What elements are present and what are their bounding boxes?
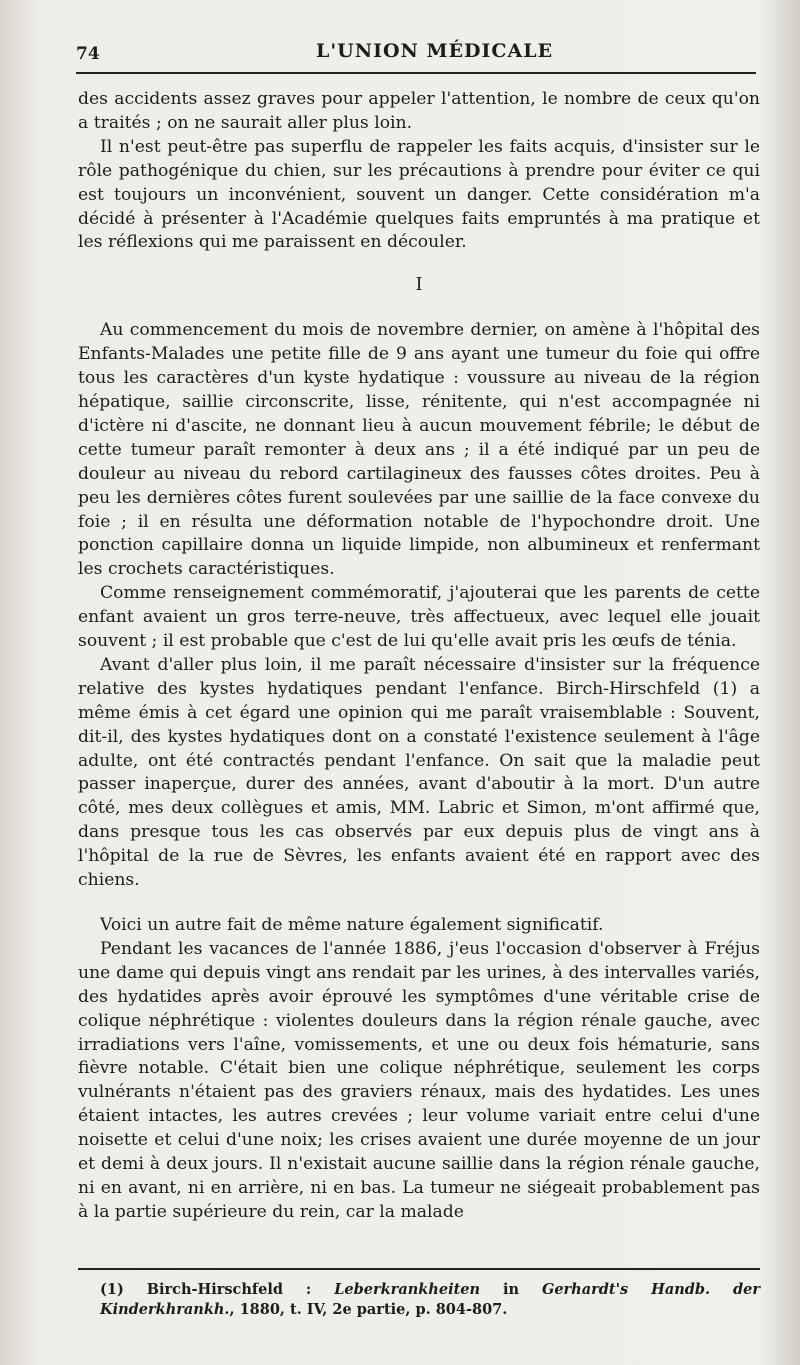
paragraph: Comme renseignement commémoratif, j'ajouterai que les parents de cette enfant avaient un gros terre-neuve, très affectueux, avec lequel elle jouait souvent ; il est probable que c'est de lui qu'elle avait pris les œufs de ténia. (78, 583, 760, 652)
page-number: 74 (76, 44, 100, 64)
footnote-rule (78, 1268, 760, 1270)
footnote-label: (1) Birch-Hirschfeld : (100, 1281, 335, 1298)
footnote-details: , 1880, t. IV, 2e partie, p. 804-807. (229, 1301, 508, 1318)
paragraph: Il n'est peut-être pas superflu de rappeler les faits acquis, d'insister sur le rôle pathogénique du chien, sur les précautions à prendre pour éviter ce qui est toujours un inconvénient, souvent un danger. Cette considération m'a décidé à présenter à l'Académie quelques faits empruntés à ma pratique et les réflexions qui me paraissent en découler. (78, 136, 760, 253)
paragraph: Pendant les vacances de l'année 1886, j'eus l'occasion d'observer à Fréjus une dame qui depuis vingt ans rendait par les urines, à des intervalles variés, des hydatides après avoir éprouvé les symptômes d'une véritable crise de colique néphrétique : violentes douleurs dans la région rénale gauche, avec irradiations vers l'aîne, vomissements, et une ou deux fois hématurie, sans fièvre notable. C'était bien une colique néphrétique, seulement les corps vulnérants n'étaient pas des graviers rénaux, mais des hydatides. Les unes étaient intactes, les autres crevées ; leur volume variait entre celui d'une noisette et celui d'une noix; les crises avaient une durée moyenne de un jour et demi à deux jours. Il n'existait aucune saillie dans la région rénale gauche, ni en avant, ni en arrière, ni en bas. La tumeur ne siégeait probablement pas à la partie supérieure du rein, car la malade (78, 938, 760, 1222)
header-rule (76, 72, 756, 74)
footnote-work: Leberkrankheiten (334, 1281, 481, 1298)
paragraph: Voici un autre fait de même nature également significatif. (100, 915, 604, 935)
paragraph: Avant d'aller plus loin, il me paraît nécessaire d'insister sur la fréquence relative des kystes hydatiques pendant l'enfance. Birch-Hirschfeld (1) a même émis à cet égard une opinion qui me paraît vraisemblable : Souvent, dit-il, des kystes hydatiques dont on a constaté l'existence seulement à l'âge adulte, ont été contractés pendant l'enfance. On sait que la maladie peut passer inaperçue, durer des années, avant d'aboutir à la mort. D'un autre côté, mes deux collègues et amis, MM. Labric et Simon, m'ont affirmé que, dans presque tous les cas observés par eux depuis plus de vingt ans à l'hôpital de la rue de Sèvres, les enfants avaient été en rapport avec des chiens. (78, 654, 760, 891)
footnote (100, 1280, 760, 1320)
footnote-in: in (480, 1281, 542, 1298)
section-numeral: I (415, 274, 423, 296)
page-header (76, 36, 756, 72)
footnote-collection: Gerhardt's Handb. der Kinderkhrankh. (100, 1281, 761, 1318)
running-title: L'UNION MÉDICALE (316, 40, 554, 62)
paragraph: des accidents assez graves pour appeler l'attention, le nombre de ceux qu'on a traités ; on ne saurait aller plus loin. (78, 89, 760, 133)
article-body (78, 88, 760, 1225)
paragraph: Au commencement du mois de novembre dernier, on amène à l'hôpital des Enfants-Malades une petite fille de 9 ans ayant une tumeur du foie qui offre tous les caractères d'un kyste hydatique : voussure au niveau de la région hépatique, saillie circonscrite, lisse, rénitente, qui n'est accompagnée ni d'ictère ni d'ascite, ne donnant lieu à aucun mouvement fébrile; le début de cette tumeur paraît remonter à deux ans ; il a été indiqué par un peu de douleur au niveau du rebord cartilagineux des fausses côtes droites. Peu à peu les dernières côtes furent soulevées par une saillie de la face convexe du foie ; il en résulta une déformation notable de l'hypochondre droit. Une ponction capillaire donna un liquide limpide, non albumineux et renfermant les crochets caractéristiques. (78, 320, 760, 580)
